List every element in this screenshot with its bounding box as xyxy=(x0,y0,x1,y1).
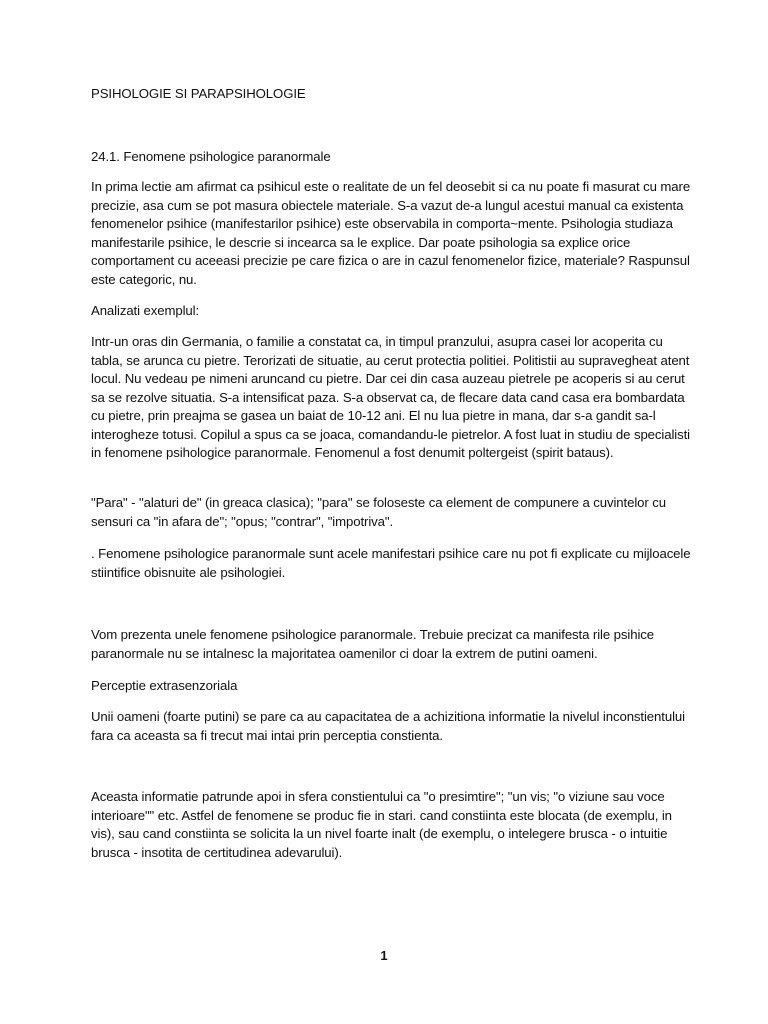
paragraph-presentation: Vom prezenta unele fenomene psihologice paranormale. Trebuie precizat ca manifesta rile psihice paranormale nu se intalnesc la majoritatea oamenilor ci doar la extrem de putini oameni. xyxy=(91,627,655,661)
page-number: 1 xyxy=(380,948,388,963)
paragraph-example: Intr-un oras din Germania, o familie a constatat ca, in timpul pranzului, asupra casei lor acoperita cu tabla, se arunca cu pietre. Terorizati de situatie, au cerut protectia politiei. Politistii au supravegheat atent locul. Nu vedeau pe nimeni aruncand cu pietre. Dar cei din casa auzeau pietrele pe acoperis si au cerut sa se rezolve situatia. S-a intensificat paza. S-a observat ca, de flecare data cand casa era bombardata cu pietre, prin preajma se gasea un baiat de 10-12 ani. El nu lua pietre in mana, dar s-a gandit sa-l interogheze totusi. Copilul a spus ca se joaca, comandandu-le pietrelor. A fost luat in studiu de specialisti in fenomene psihologice paranormale. Fenomenul a fost denumit poltergeist (spirit bataus). xyxy=(91,334,691,460)
paragraph-information: Aceasta informatie patrunde apoi in sfera constientului ca "o presimtire"; "un vis; "o viziune sau voce interioare"" etc. Astfel de fenomene se produc fie in stari. cand constiinta este blocata (de exemplu, in vis), sau cand constiinta se solicita la un nivel foarte inalt (de exemplu, o intelegere brusca - o intuitie brusca - insotita de certitudinea adevarului). xyxy=(91,789,672,860)
subheading-extrasensory: Perceptie extrasenzoriala xyxy=(91,678,238,693)
paragraph-intro: In prima lectie am afirmat ca psihicul este o realitate de un fel deosebit si ca nu poate fi masurat cu mare precizie, asa cum se pot masura obiectele materiale. S-a vazut de-a lungul acestui manual ca existenta fenomenelor psihice (manifestarilor psihice) este observabila in comporta~mente. Psihologia studiaza manifestarile psihice, le descrie si incearca sa le explice. Dar poate psihologia sa explice orice comportament cu aceeasi precizie pe care fizica o are in cazul fenomenelor fizice, materiale? Raspunsul este categoric, nu. xyxy=(91,179,691,287)
paragraph-para-definition: "Para" - "alaturi de" (in greaca clasica); "para" se foloseste ca element de compunere a cuvintelor cu sensuri ca "in afara de"; "opus; "contrar", "impotriva". xyxy=(91,495,666,529)
paragraph-paranormal-definition: . Fenomene psihologice paranormale sunt acele manifestari psihice care nu pot fi explicate cu mijloacele stiintifice obisnuite ale psihologiei. xyxy=(91,546,691,580)
document-title: PSIHOLOGIE SI PARAPSIHOLOGIE xyxy=(91,86,306,101)
paragraph-analyze-label: Analizati exemplul: xyxy=(91,303,200,318)
section-heading: 24.1. Fenomene psihologice paranormale xyxy=(91,149,331,164)
paragraph-unconscious: Unii oameni (foarte putini) se pare ca au capacitatea de a achizitiona informatie la nivelul inconstientului fara ca aceasta sa fi trecut mai intai prin perceptia constienta. xyxy=(91,709,685,743)
